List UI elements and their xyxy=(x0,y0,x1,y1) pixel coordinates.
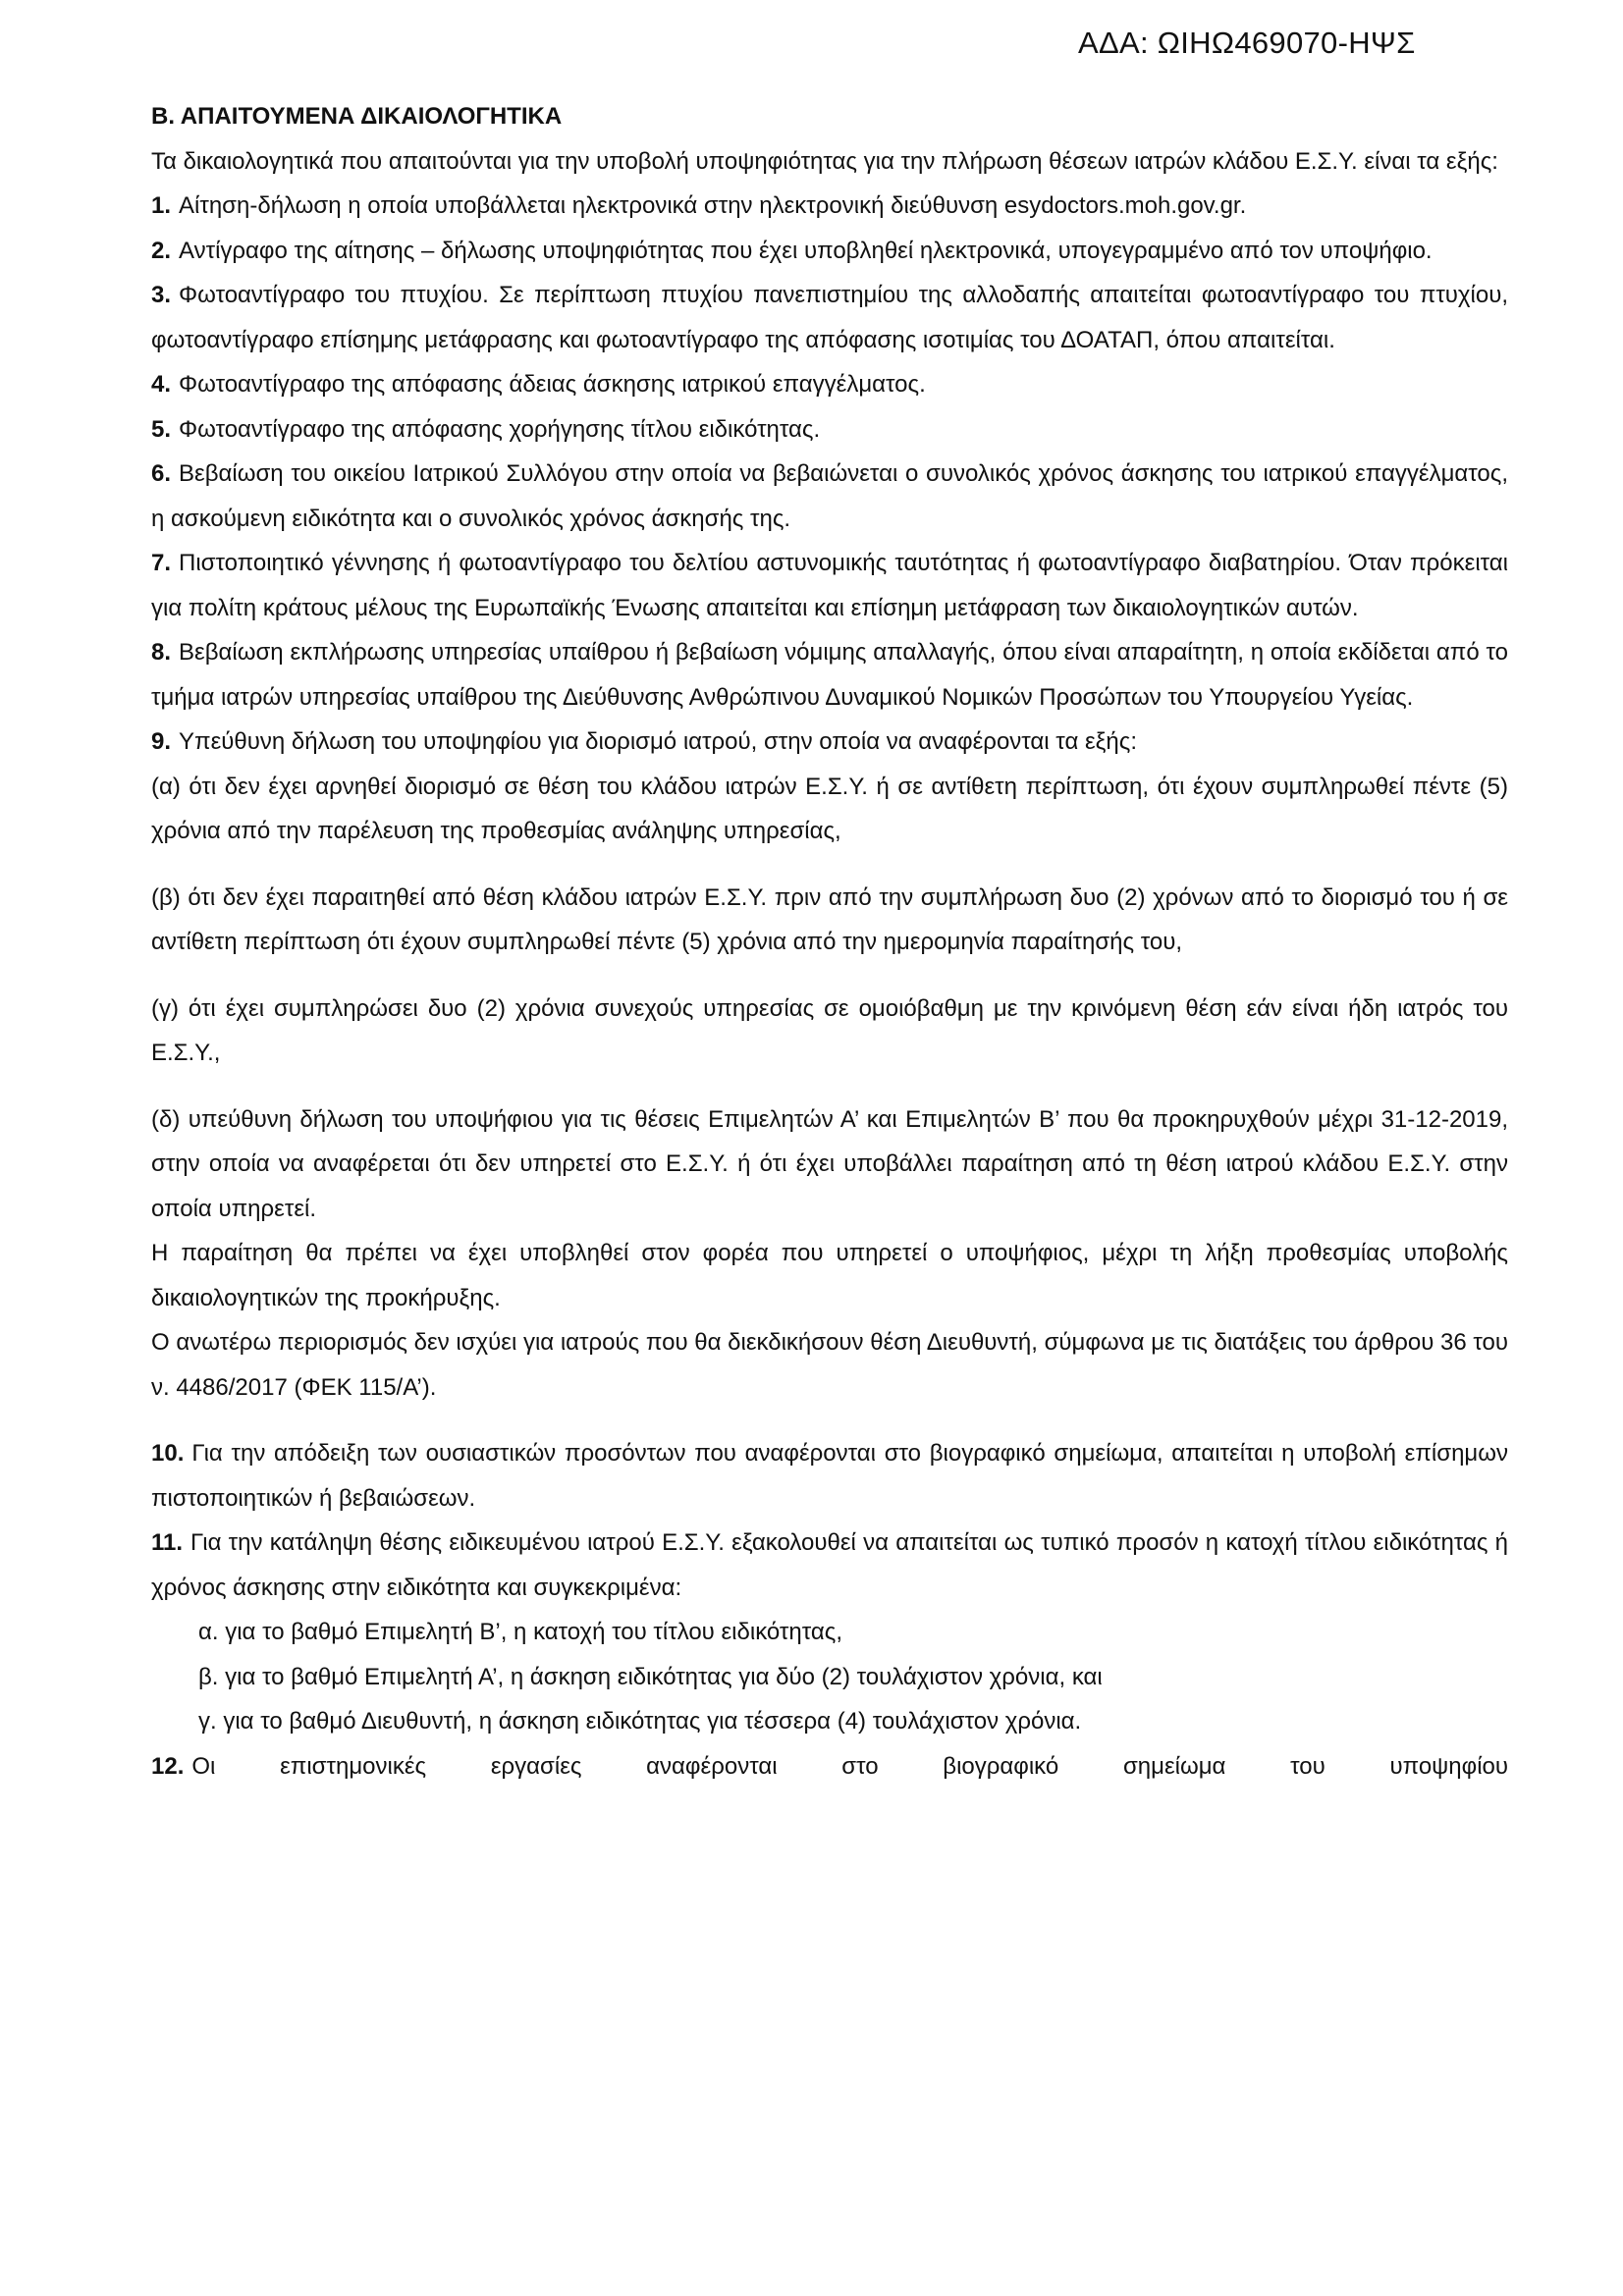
list-item-7 xyxy=(151,541,1508,630)
section-intro: Τα δικαιολογητικά που απαιτούνται για την υποβολή υποψηφιότητας για την πλήρωση θέσεων ιατρών κλάδου Ε.Σ.Υ. είναι τα εξής: xyxy=(151,147,1498,175)
item-text: Βεβαίωση εκπλήρωσης υπηρεσίας υπαίθρου ή βεβαίωση νόμιμης απαλλαγής, όπου είναι απαραίτητη, η οποία εκδίδεται από το τμήμα ιατρών υπηρεσίας υπαίθρου της Διεύθυνσης Ανθρώπινου Δυναμικού Νομικών Προσώπων του Υπουργείου Υγείας. xyxy=(151,639,1508,711)
item-text: Για την απόδειξη των ουσιαστικών προσόντων που αναφέρονται στο βιογραφικό σημείωμα, απαιτείται η υποβολή επίσημων πιστοποιητικών ή βεβαιώσεων. xyxy=(151,1440,1508,1512)
item-text: Φωτοαντίγραφο της απόφασης άδειας άσκησης ιατρικού επαγγέλματος. xyxy=(179,371,926,398)
item-number: 5. xyxy=(151,415,172,443)
item11-sub-b: β. για το βαθμό Επιμελητή Α’, η άσκηση ειδικότητας για δύο (2) τουλάχιστον χρόνια, και xyxy=(198,1663,1103,1690)
item-text: Φωτοαντίγραφο του πτυχίου. Σε περίπτωση πτυχίου πανεπιστημίου της αλλοδαπής απαιτείται φωτοαντίγραφο του πτυχίου, φωτοαντίγραφο επίσημης μετάφρασης και φωτοαντίγραφο της απόφασης ισοτιμίας του ΔΟΑΤΑΠ, όπου απαιτείται. xyxy=(151,282,1508,353)
item-text: Φωτοαντίγραφο της απόφασης χορήγησης τίτλου ειδικότητας. xyxy=(179,415,821,443)
list-item-5 xyxy=(151,407,1508,453)
list-item-12 xyxy=(151,1744,1508,1789)
item-number: 11. xyxy=(151,1529,184,1556)
item11-sub-c: γ. για το βαθμό Διευθυντή, η άσκηση ειδικότητας για τέσσερα (4) τουλάχιστον χρόνια. xyxy=(198,1708,1082,1735)
ada-code: ΑΔΑ: ΩΙΗΩ469070-ΗΨΣ xyxy=(1078,26,1416,60)
item-number: 1. xyxy=(151,192,172,219)
item-number: 10. xyxy=(151,1440,185,1467)
list-item-11 xyxy=(151,1521,1508,1610)
list-item-2 xyxy=(151,229,1508,274)
item11-sub-a: α. για το βαθμό Επιμελητή Β’, η κατοχή του τίτλου ειδικότητας, xyxy=(198,1619,842,1645)
item-text: Πιστοποιητικό γέννησης ή φωτοαντίγραφο του δελτίου αστυνομικής ταυτότητας ή φωτοαντίγραφο διαβατηρίου. Όταν πρόκειται για πολίτη κράτους μέλους της Ευρωπαϊκής Ένωσης απαιτείται και επίσημη μετάφραση των δικαιολογητικών αυτών. xyxy=(151,550,1508,621)
item-number: 12. xyxy=(151,1752,185,1780)
item-text: Βεβαίωση του οικείου Ιατρικού Συλλόγου στην οποία να βεβαιώνεται ο συνολικός χρόνος άσκησης του ιατρικού επαγγέλματος, η ασκούμενη ειδικότητα και ο συνολικός χρόνος άσκησής της. xyxy=(151,460,1508,532)
item9-exception-note: Ο ανωτέρω περιορισμός δεν ισχύει για ιατρούς που θα διεκδικήσουν θέση Διευθυντή, σύμφωνα με τις διατάξεις του άρθρου 36 του ν. 4486/2017 (ΦΕΚ 115/Α’). xyxy=(151,1329,1508,1401)
item-number: 9. xyxy=(151,728,172,755)
list-item-4 xyxy=(151,362,1508,407)
item-text: Υπεύθυνη δήλωση του υποψηφίου για διορισμό ιατρού, στην οποία να αναφέρονται τα εξής: xyxy=(179,728,1138,755)
item-text: Αίτηση-δήλωση η οποία υποβάλλεται ηλεκτρονικά στην ηλεκτρονική διεύθυνση esydoctors.moh.gov.gr. xyxy=(179,192,1247,219)
item-text: Αντίγραφο της αίτησης – δήλωσης υποψηφιότητας που έχει υποβληθεί ηλεκτρονικά, υπογεγραμμένο από τον υποψήφιο. xyxy=(179,237,1433,264)
item-text: Οι επιστημονικές εργασίες αναφέρονται στο βιογραφικό σημείωμα του υποψηφίου xyxy=(191,1752,1508,1780)
item-number: 6. xyxy=(151,460,172,487)
item-number: 3. xyxy=(151,282,172,308)
list-item-1 xyxy=(151,184,1508,229)
item9-clause-a: (α) ότι δεν έχει αρνηθεί διορισμό σε θέση του κλάδου ιατρών Ε.Σ.Υ. ή σε αντίθετη περίπτωση, ότι έχουν συμπληρωθεί πέντε (5) χρόνια από την παρέλευση της προθεσμίας ανάληψης υπηρεσίας, xyxy=(151,773,1508,844)
list-item-10 xyxy=(151,1431,1508,1521)
item-number: 7. xyxy=(151,550,172,576)
item9-clause-d: (δ) υπεύθυνη δήλωση του υποψήφιου για τις θέσεις Επιμελητών Α’ και Επιμελητών Β’ που θα προκηρυχθούν μέχρι 31-12-2019, στην οποία να αναφέρεται ότι δεν υπηρετεί στο Ε.Σ.Υ. ή ότι έχει υποβάλλει παραίτηση από τη θέση ιατρού κλάδου Ε.Σ.Υ. στην οποία υπηρετεί. xyxy=(151,1105,1508,1222)
item9-clause-b: (β) ότι δεν έχει παραιτηθεί από θέση κλάδου ιατρών Ε.Σ.Υ. πριν από την συμπλήρωση δυο (2) χρόνων από το διορισμό του ή σε αντίθετη περίπτωση ότι έχουν συμπληρωθεί πέντε (5) χρόνια από την ημερομηνία παραίτησής του, xyxy=(151,883,1508,955)
item9-resignation-note: Η παραίτηση θα πρέπει να έχει υποβληθεί στον φορέα που υπηρετεί ο υποψήφιος, μέχρι τη λήξη προθεσμίας υποβολής δικαιολογητικών της προκήρυξης. xyxy=(151,1240,1508,1311)
list-item-3 xyxy=(151,273,1508,362)
list-item-8 xyxy=(151,630,1508,720)
item-number: 8. xyxy=(151,639,172,666)
section-title: Β. ΑΠΑΙΤΟΥΜΕΝΑ ΔΙΚΑΙΟΛΟΓΗΤΙΚΑ xyxy=(151,103,563,130)
item-number: 4. xyxy=(151,371,172,398)
document-body xyxy=(151,94,1508,1789)
item-text: Για την κατάληψη θέσης ειδικευμένου ιατρού Ε.Σ.Υ. εξακολουθεί να απαιτείται ως τυπικό προσόν η κατοχή τίτλου ειδικότητας ή χρόνος άσκησης στην ειδικότητα και συγκεκριμένα: xyxy=(151,1529,1508,1601)
list-item-9 xyxy=(151,720,1508,765)
item9-clause-c: (γ) ότι έχει συμπληρώσει δυο (2) χρόνια συνεχούς υπηρεσίας σε ομοιόβαθμη με την κρινόμενη θέση εάν είναι ήδη ιατρός του Ε.Σ.Υ., xyxy=(151,994,1508,1066)
item-number: 2. xyxy=(151,237,172,264)
list-item-6 xyxy=(151,452,1508,541)
